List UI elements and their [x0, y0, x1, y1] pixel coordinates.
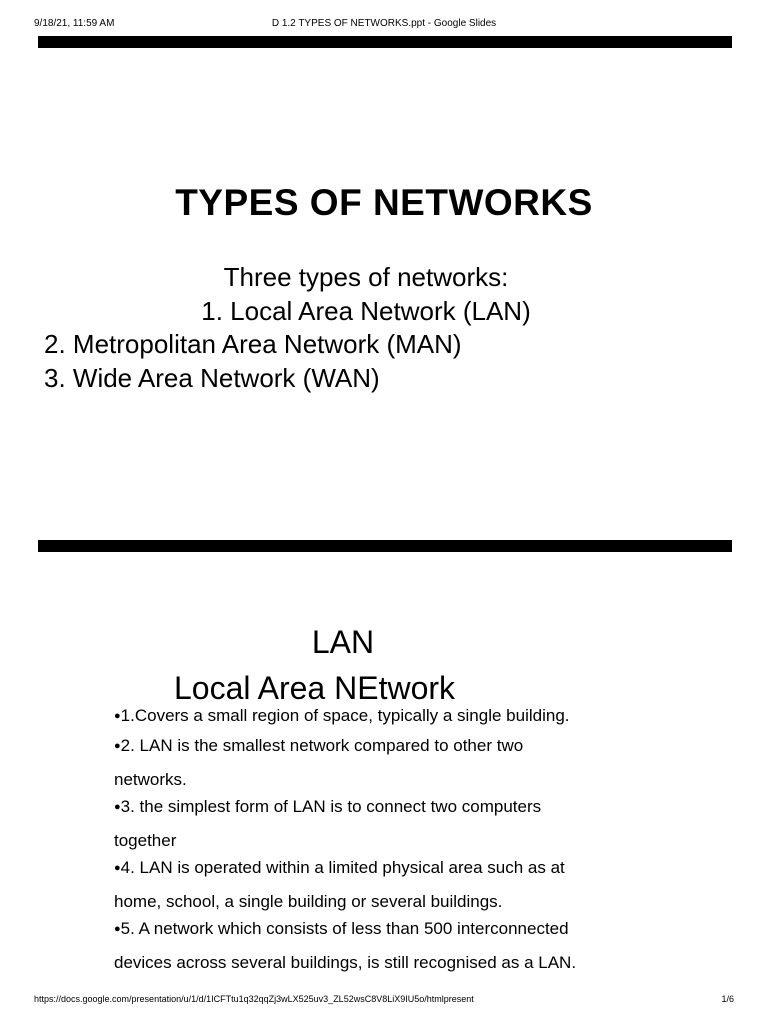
- slide-divider-top: [38, 36, 732, 48]
- bullet-list: [114, 702, 674, 976]
- bullet-dot-icon: ●: [114, 923, 121, 935]
- print-date: 9/18/21, 11:59 AM: [34, 18, 115, 29]
- slide-divider: [38, 540, 732, 552]
- bullet-text-continued: devices across several buildings, is still recognised as a LAN.: [114, 953, 577, 972]
- document-title: D 1.2 TYPES OF NETWORKS.ppt - Google Slides: [271, 18, 497, 29]
- bullet-text-continued: together: [114, 831, 177, 850]
- network-type-item: 3. Wide Area Network (WAN): [44, 363, 380, 393]
- slide-2-title: LAN: [311, 624, 375, 660]
- print-header: [34, 18, 734, 30]
- bullet-text: 5. A network which consists of less than 500 interconnected: [120, 919, 569, 938]
- bullet-dot-icon: ●: [114, 710, 121, 722]
- bullet-item: [114, 793, 674, 854]
- page-number: 1/6: [721, 994, 734, 1004]
- bullet-text: 1.Covers a small region of space, typically a single building.: [120, 706, 570, 725]
- network-type-item: 1. Local Area Network (LAN): [201, 296, 531, 326]
- page-url-link[interactable]: https://docs.google.com/presentation/u/1/d/1ICFTtu1q32qqZj3wLX525uv3_ZL52wsC8V8LiX9IU5o/htmlpresent: [34, 994, 474, 1004]
- network-type-item: 2. Metropolitan Area Network (MAN): [44, 329, 462, 359]
- print-footer: [34, 994, 734, 1006]
- slide-1-title: TYPES OF NETWORKS: [175, 182, 593, 223]
- bullet-text: 2. LAN is the smallest network compared to other two: [120, 736, 524, 755]
- bullet-text-continued: home, school, a single building or several buildings.: [114, 892, 503, 911]
- slide-2-subtitle: Local Area NEtwork: [174, 670, 456, 706]
- bullet-text: 4. LAN is operated within a limited physical area such as at: [120, 858, 565, 877]
- bullet-dot-icon: ●: [114, 862, 121, 874]
- bullet-item: [114, 702, 674, 732]
- bullet-item: [114, 854, 674, 915]
- bullet-item: [114, 915, 674, 976]
- slide-1-intro: Three types of networks:: [223, 262, 509, 292]
- bullet-text: 3. the simplest form of LAN is to connect two computers: [120, 797, 542, 816]
- bullet-item: [114, 732, 674, 793]
- bullet-dot-icon: ●: [114, 801, 121, 813]
- bullet-text-continued: networks.: [114, 770, 187, 789]
- bullet-dot-icon: ●: [114, 740, 121, 752]
